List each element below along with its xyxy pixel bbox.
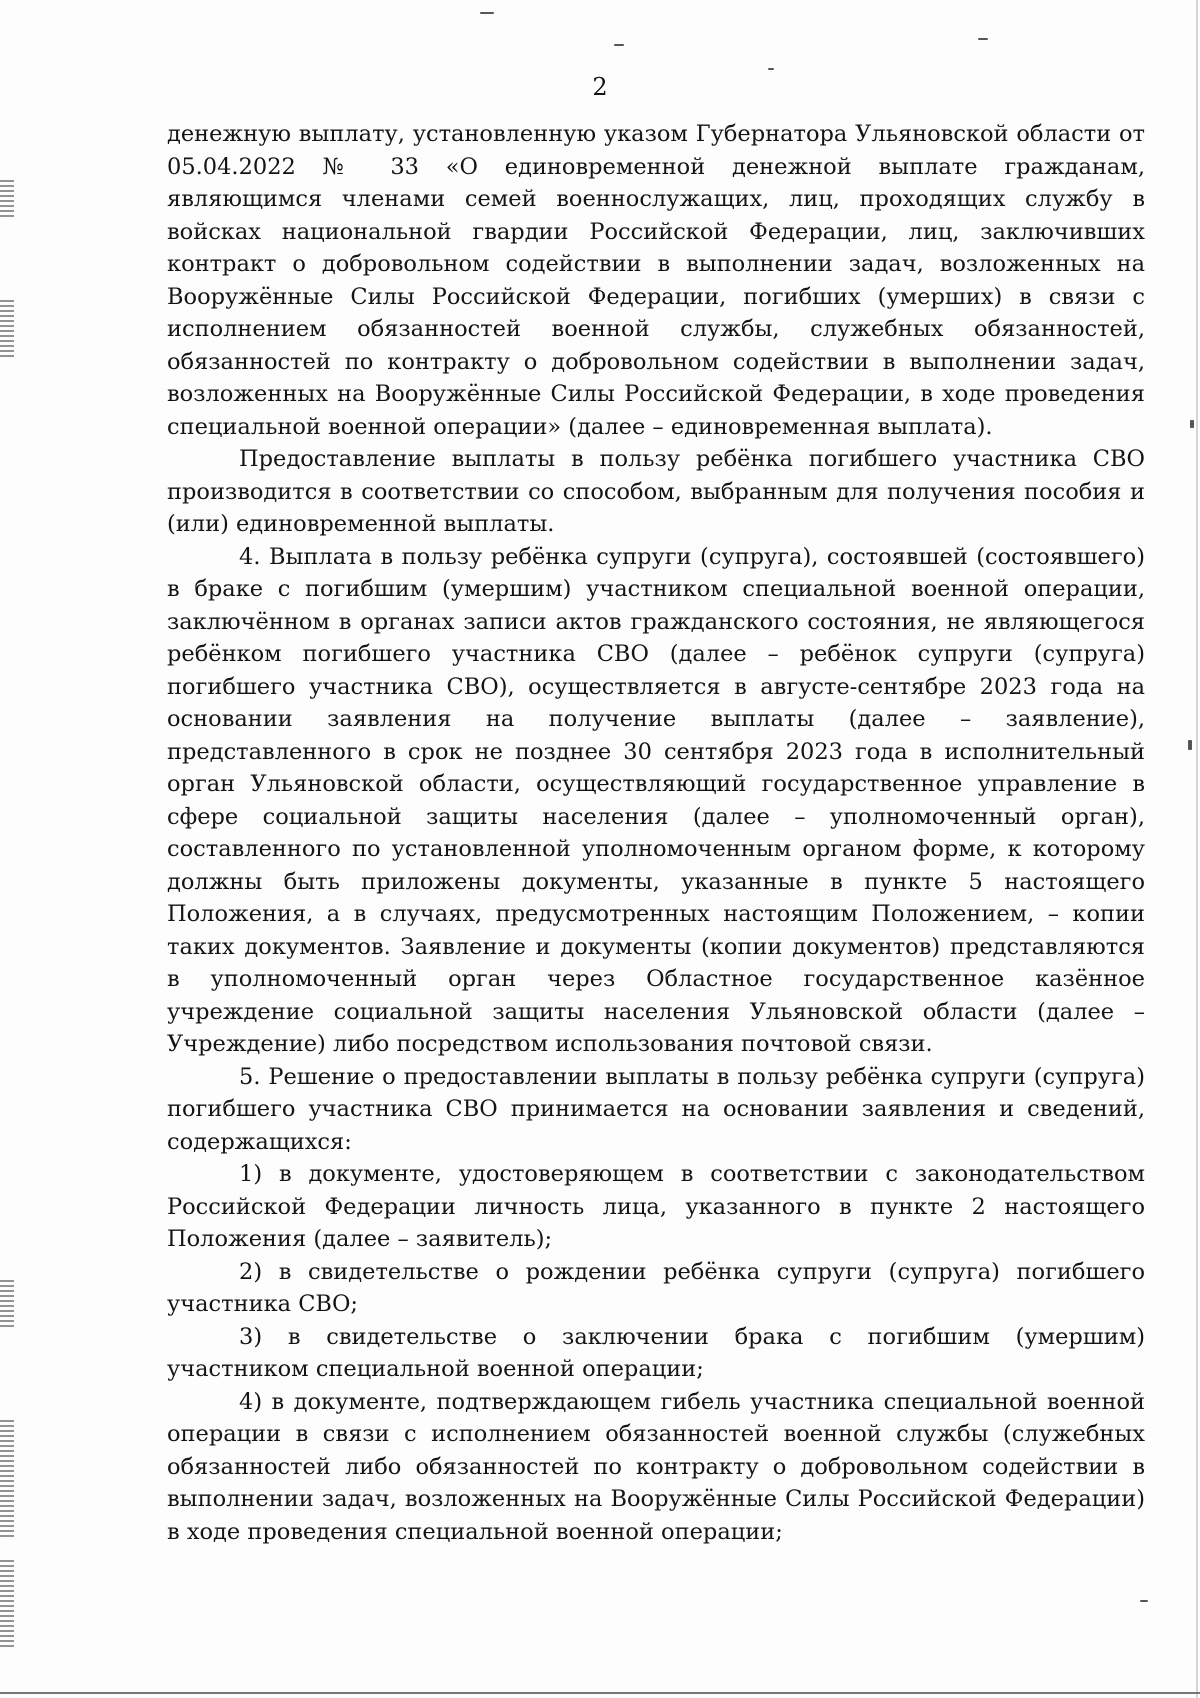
paragraph-item-4: 4. Выплата в пользу ребёнка супруги (супруга), состоявшей (состоявшего) в браке с погибшим (умершим) участником специальной военной операции, заключённом в органах записи актов гражданского состояния, не являющегося ребёнком погибшего участника СВО (далее – ребёнок супруги (супруга) погибшего участника СВО), осуществляется в августе-сентябре 2023 года на основании заявления на получение выплаты (далее – заявление), представленного в срок не позднее 30 сентября 2023 года в исполнительный орган Ульяновской области, осуществляющий государственное управление в сфере социальной защиты населения (далее – уполномоченный орган), составленного по установленной уполномоченным органом форме, к которому должны быть приложены документы, указанные в пункте 5 настоящего Положения, а в случаях, предусмотренных настоящим Положением, – копии таких документов. Заявление и документы (копии документов) представляются в уполномоченный орган через Областное государственное казённое учреждение социальной защиты населения Ульяновской области (далее – Учреждение) либо посредством использования почтовой связи. <box>167 543 1145 1057</box>
document-body <box>167 118 1145 1548</box>
scan-speck <box>1140 1600 1148 1602</box>
scan-speck <box>978 38 988 40</box>
paragraph: денежную выплату, установленную указом Губернатора Ульяновской области от 05.04.2022 № 33 «О единовременной денежной выплате гражданам, являющимся членами семей военнослужащих, лиц, проходящих службу в войсках национальной гвардии Российской Федерации, лиц, заключивших контракт о добровольном содействии в выполнении задач, возложенных на Вооружённые Силы Российской Федерации, погибших (умерших) в связи с исполнением обязанностей военной службы, служебных обязанностей, обязанностей по контракту о добровольном содействии в выполнении задач, возложенных на Вооружённые Силы Российской Федерации, в ходе проведения специальной военной операции» (далее – единовременная выплата). <box>167 121 1145 440</box>
scan-speck <box>768 68 774 70</box>
paragraph-item-5: 5. Решение о предоставлении выплаты в пользу ребёнка супруги (супруга) погибшего участника СВО принимается на основании заявления и сведений, содержащихся: <box>167 1063 1145 1155</box>
scan-edge-artifact <box>0 1560 14 1650</box>
scan-right-edge <box>1196 0 1198 1698</box>
paragraph: Предоставление выплаты в пользу ребёнка погибшего участника СВО производится в соответствии со способом, выбранным для получения пособия и (или) единовременной выплаты. <box>167 446 1145 537</box>
page-number: 2 <box>592 73 608 101</box>
list-item: 3) в свидетельстве о заключении брака с погибшим (умершим) участником специальной военной операции; <box>167 1323 1145 1382</box>
scan-speck <box>614 44 624 46</box>
scan-speck <box>480 12 494 14</box>
scan-speck <box>1188 740 1192 750</box>
scan-edge-artifact <box>0 1280 14 1330</box>
scan-edge-artifact <box>0 1420 14 1540</box>
scan-bottom-edge <box>0 1692 1200 1694</box>
list-item: 1) в документе, удостоверяющем в соответствии с законодательством Российской Федерации личность лица, указанного в пункте 2 настоящего Положения (далее – заявитель); <box>167 1161 1145 1252</box>
list-item: 2) в свидетельстве о рождении ребёнка супруги (супруга) погибшего участника СВО; <box>167 1258 1145 1317</box>
scan-edge-artifact <box>0 300 14 360</box>
scan-edge-artifact <box>0 180 14 220</box>
scan-speck <box>1190 420 1194 428</box>
list-item: 4) в документе, подтверждающем гибель участника специальной военной операции в связи с исполнением обязанностей военной службы (служебных обязанностей либо обязанностей по контракту о добровольном содействии в выполнении задач, возложенных на Вооружённые Силы Российской Федерации) в ходе проведения специальной военной операции; <box>167 1388 1145 1545</box>
